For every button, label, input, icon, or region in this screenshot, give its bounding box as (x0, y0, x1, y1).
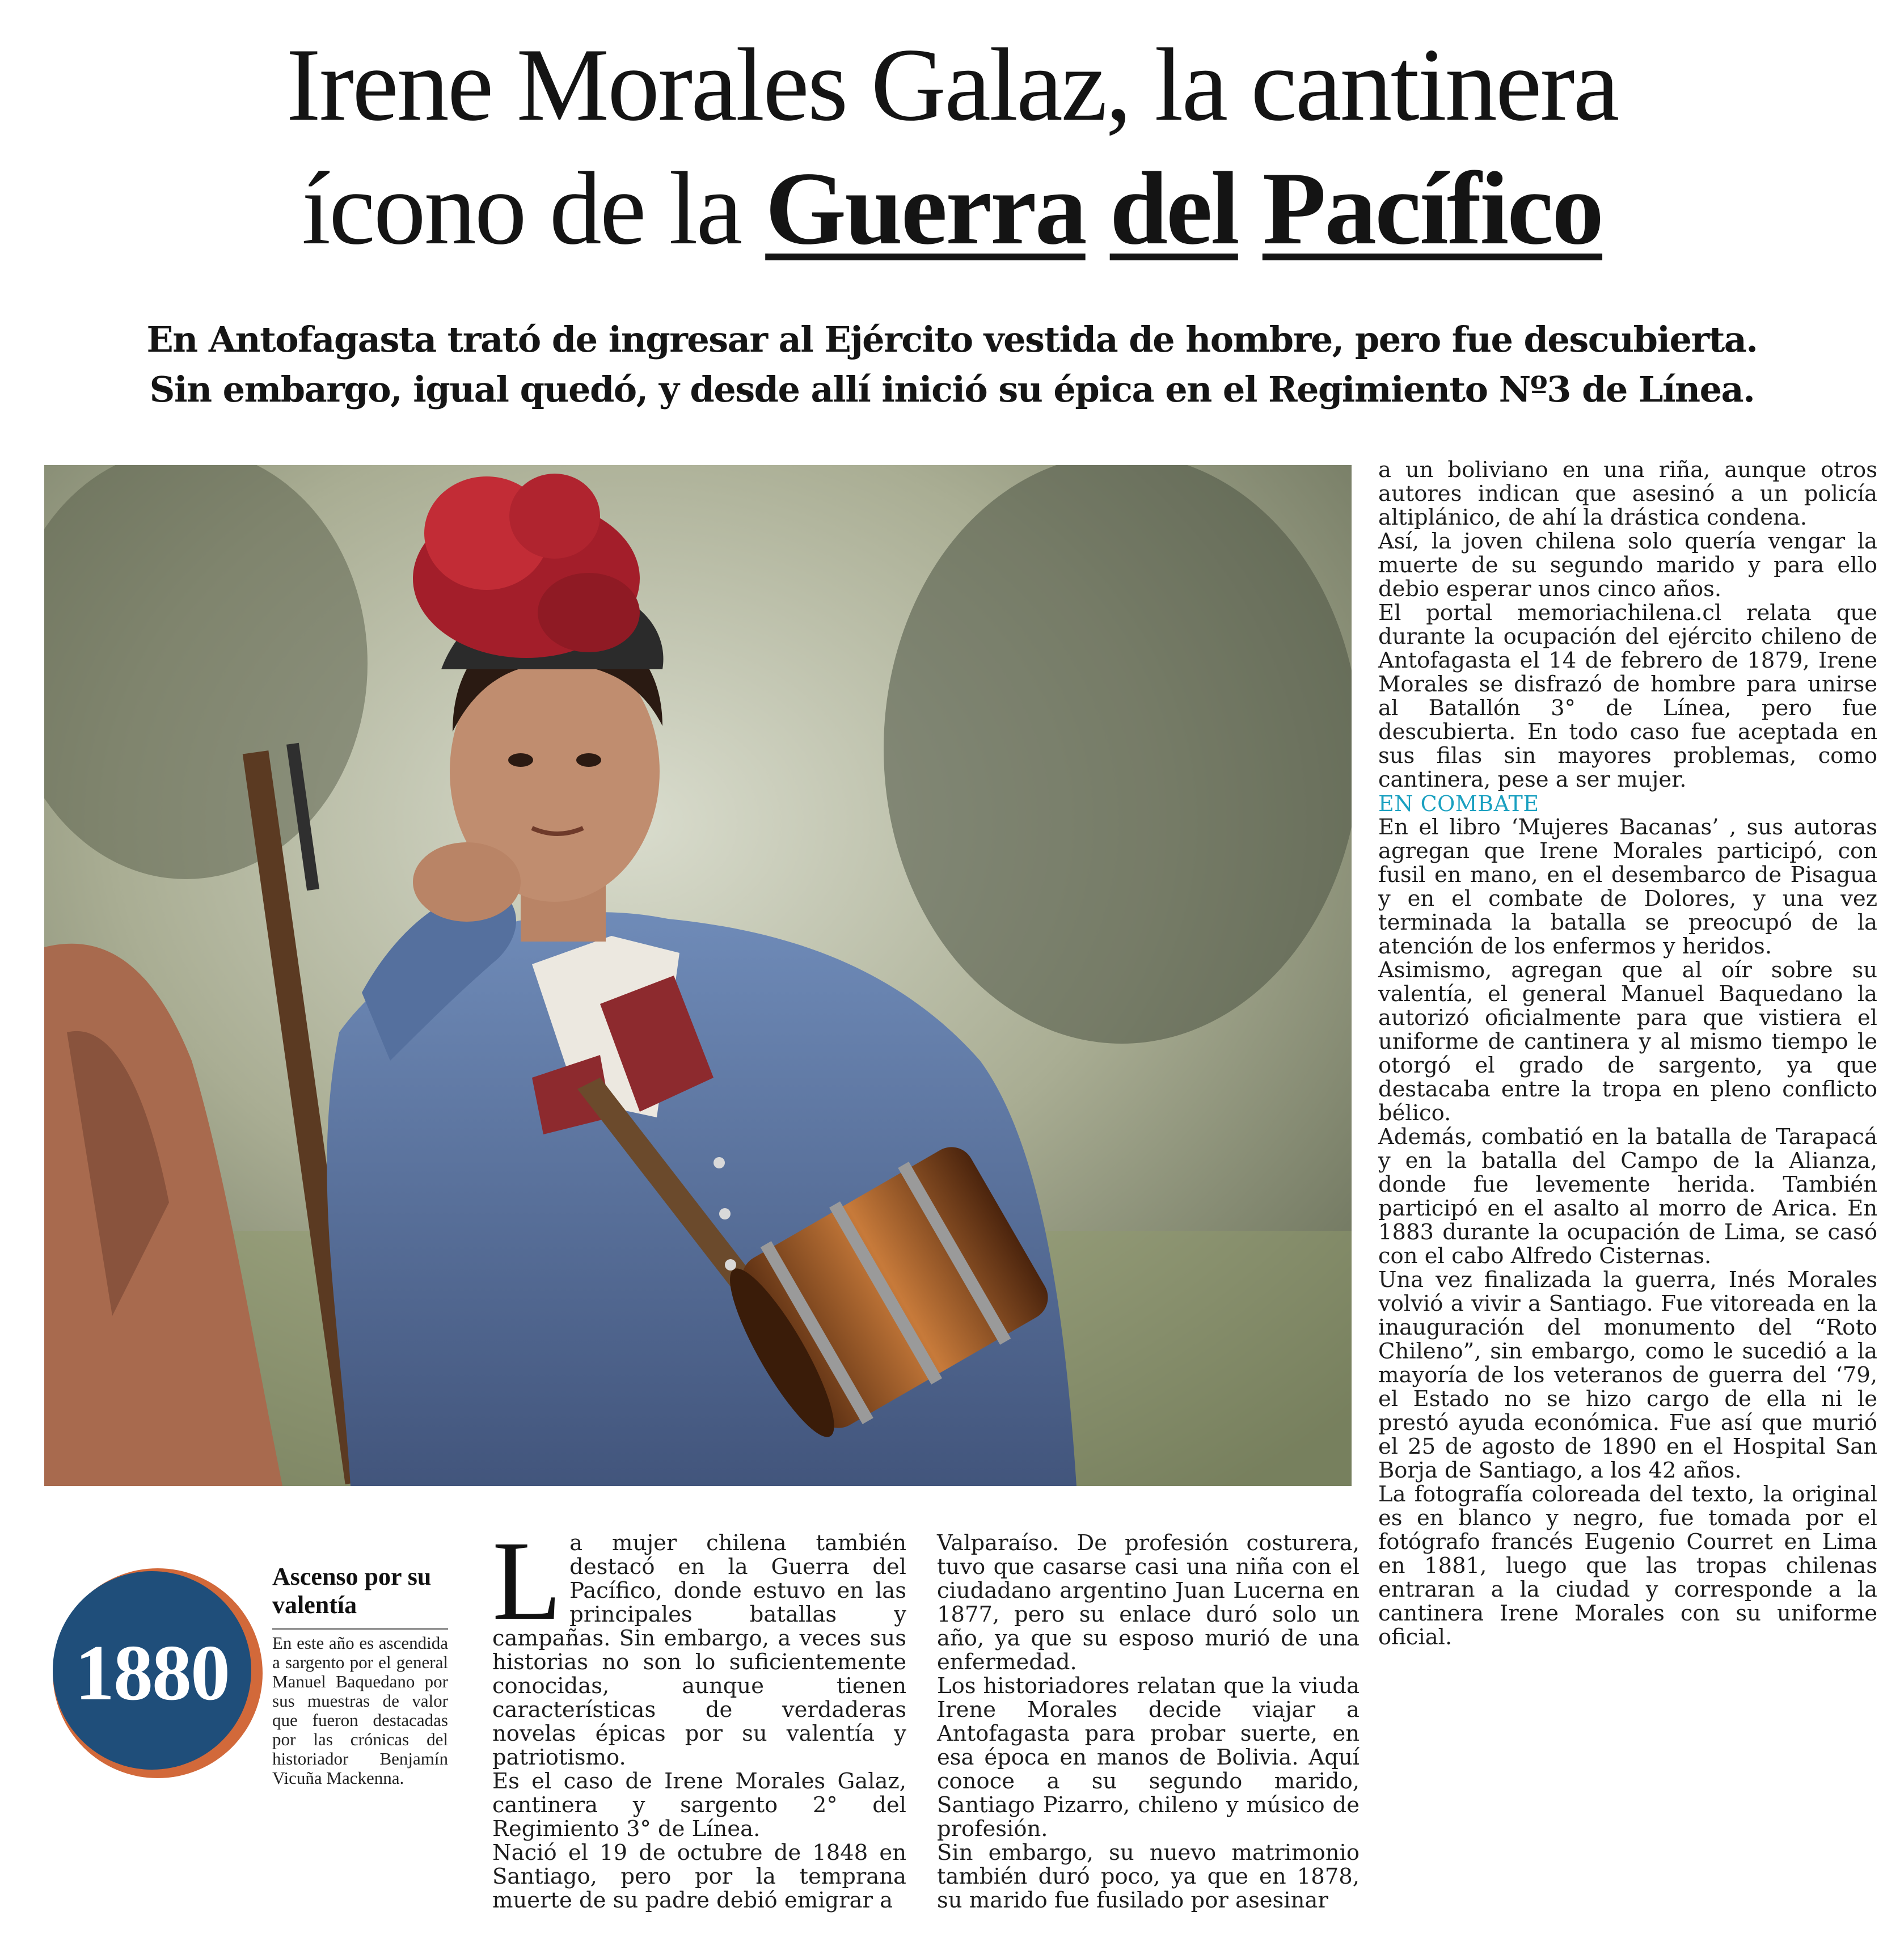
paragraph: Es el caso de Irene Morales Galaz, cantinera y sargento 2° del Regimiento 3° de Línea. (492, 1769, 906, 1842)
headline-line2 (0, 146, 1904, 270)
headline-emphasis-1: Guerra (765, 150, 1086, 266)
sidebar-title: Ascenso por su valentía (272, 1563, 448, 1630)
paragraph: Sin embargo, su nuevo matrimonio también duró poco, ya que en 1878, su marido fue fusilado por asesinar (937, 1840, 1360, 1913)
headline (0, 23, 1904, 270)
paragraph-text: a mujer chilena también destacó en la Guerra del Pacífico, donde estuvo en las principales batallas y campañas. Sin embargo, a veces sus historias no son lo suficientemente conocidas, aunque tienen características de verdaderas novelas épicas por su valentía y patriotismo. (492, 1530, 906, 1770)
paragraph: Asimismo, agregan que al oír sobre su valentía, el general Manuel Baquedano la autorizó oficialmente para que vistiera el uniforme de cantinera y al mismo tiempo le otorgó el grado de sargento, ya que destacaba entre la tropa en pleno conflicto bélico. (1378, 957, 1877, 1126)
deck-line2: Sin embargo, igual quedó, y desde allí inició su épica en el Regimiento Nº3 de Línea. (149, 369, 1755, 410)
headline-emphasis-3: Pacífico (1262, 150, 1603, 266)
portrait-illustration (44, 465, 1352, 1486)
portrait-photo (44, 465, 1352, 1486)
sidebar-text: En este año es ascendida a sargento por el general Manuel Baquedano por sus muestras de valor que fueron destacadas por las crónicas del historiador Benjamín Vicuña Mackenna. (272, 1633, 448, 1788)
headline-line1: Irene Morales Galaz, la cantinera (286, 27, 1618, 142)
headline-emphasis-2: del (1109, 150, 1238, 266)
paragraph: Nació el 19 de octubre de 1848 en Santiago, pero por la temprana muerte de su padre debió emigrar a (492, 1840, 906, 1913)
dropcap: L (492, 1518, 562, 1644)
article-column-1 (492, 1518, 906, 1913)
headline-line2-plain: ícono de la (301, 150, 766, 266)
paragraph: Además, combatió en la batalla de Tarapacá y en la batalla del Campo de la Alianza, donde fue levemente herida. También participó en el asalto al morro de Arica. En 1883 durante la ocupación de Lima, se casó con el cabo Alfredo Cisternas. (1378, 1124, 1877, 1269)
paragraph-with-dropcap (492, 1518, 906, 1770)
paragraph: La fotografía coloreada del texto, la original es en blanco y negro, fue tomada por el fotógrafo francés Eugenio Courret en Lima en 1881, luego que las tropas chilenas entraran a la ciudad y corresponde a la cantinera Irene Morales con su uniforme oficial. (1378, 1482, 1877, 1650)
paragraph: a un boliviano en una riña, aunque otros autores indican que asesinó a un policía altiplánico, de ahí la drástica condena. (1378, 457, 1877, 530)
deck (34, 315, 1870, 415)
paragraph: Una vez finalizada la guerra, Inés Morales volvió a vivir a Santiago. Fue vitoreada en la inauguración del monumento del “Roto Chileno”, sin embargo, como le sucedió a la mayoría de los veteranos de guerra del ‘79, el Estado no se hizo cargo de ella ni le prestó ayuda económica. Fue así que murió el 25 de agosto de 1890 en el Hospital San Borja de Santiago, a los 42 años. (1378, 1267, 1877, 1483)
badge-year: 1880 (75, 1629, 229, 1717)
paragraph: Así, la joven chilena solo quería vengar la muerte de su segundo marido y para ello debio esperar unos cinco años. (1378, 529, 1877, 602)
section-heading: EN COMBATE (1378, 791, 1539, 816)
deck-line1: En Antofagasta trató de ingresar al Ejército vestida de hombre, pero fue descubierta. (146, 319, 1758, 360)
article-column-2 (937, 1531, 1360, 1913)
paragraph: El portal memoriachilena.cl relata que durante la ocupación del ejército chileno de Antofagasta el 14 de febrero de 1879, Irene Morales se disfrazó de hombre para unirse al Batallón 3° de Línea, pero fue descubierta. En todo caso fue aceptada en sus filas sin mayores problemas, como cantinera, pese a ser mujer. (1378, 600, 1877, 792)
paragraph: En el libro ‘Mujeres Bacanas’ , sus autoras agregan que Irene Morales participó, con fusil en mano, en el desembarco de Pisagua y en el combate de Dolores, y una vez terminada la batalla se preocupó de la atención de los enfermos y heridos. (1378, 814, 1877, 959)
paragraph: Los historiadores relatan que la viuda Irene Morales decide viajar a Antofagasta para probar suerte, en esa época en manos de Bolivia. Aquí conoce a su segundo marido, Santiago Pizarro, chileno y músico de profesión. (937, 1673, 1360, 1842)
paragraph: Valparaíso. De profesión costurera, tuvo que casarse casi una niña con el ciudadano argentino Juan Lucerna en 1877, pero su enlace duró solo un año, ya que su esposo murió de una enfermedad. (937, 1530, 1360, 1675)
article-column-right (1378, 458, 1877, 1649)
